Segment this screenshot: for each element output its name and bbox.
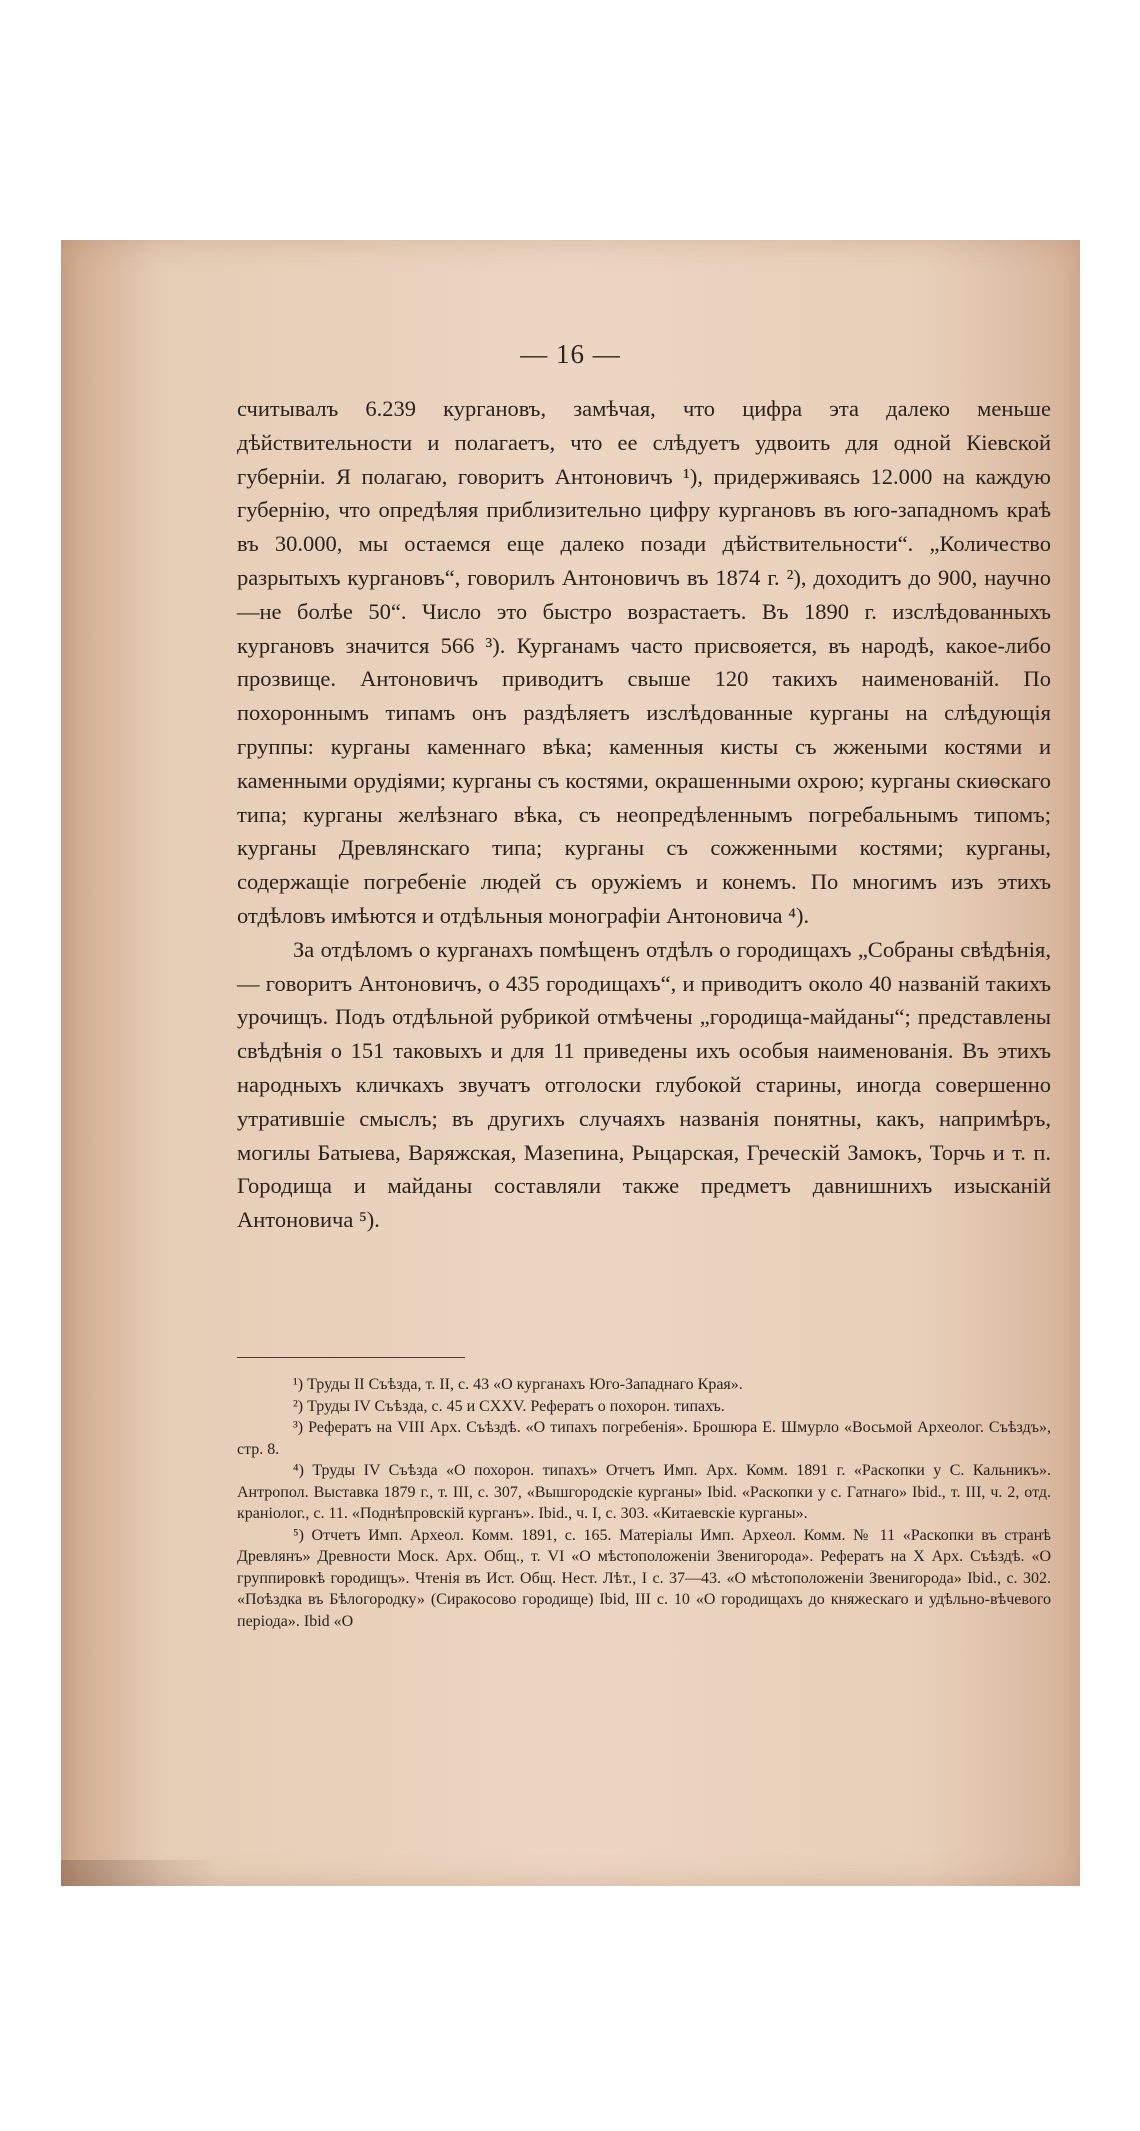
- paragraph-1: считывалъ 6.239 кургановъ, замѣчая, что цифра эта далеко меньше дѣйствительности и полагаетъ, что ее слѣдуетъ удвоить для одной Кіевской губерніи. Я полагаю, говоритъ Антоновичъ ¹), придерживаясь 12.000 на каждую губернію, что опредѣляя приблизительно цифру кургановъ въ юго-западномъ краѣ въ 30.000, мы остаемся еще далеко позади дѣйствительности“. „Количество разрытыхъ кургановъ“, говорилъ Антоновичъ въ 1874 г. ²), доходитъ до 900, научно—не болѣе 50“. Число это быстро возрастаетъ. Въ 1890 г. изслѣдованныхъ кургановъ значится 566 ³). Курганамъ часто присвояется, въ народѣ, какое-либо прозвище. Антоновичъ приводитъ свыше 120 такихъ наименованій. По похороннымъ типамъ онъ раздѣляетъ изслѣдованные курганы на слѣдующія группы: курганы каменнаго вѣка; каменныя кисты съ жжеными костями и каменными орудіями; курганы съ костями, окрашенными охрою; курганы скиѳскаго типа; курганы желѣзнаго вѣка, съ неопредѣленнымъ погребальнымъ типомъ; курганы Древлянскаго типа; курганы съ сожженными костями; курганы, содержащіе погребеніе людей съ оружіемъ и конемъ. По многимъ изъ этихъ отдѣловъ имѣются и отдѣльныя монографіи Антоновича ⁴).: [237, 396, 1051, 928]
- footnote-1: ¹) Труды II Съѣзда, т. II, с. 43 «О курганахъ Юго-Западнаго Края».: [293, 1376, 743, 1393]
- footnote-4: ⁴) Труды IV Съѣзда «О похорон. типахъ» Отчетъ Имп. Арх. Комм. 1891 г. «Раскопки у С. Кальникъ». Антропол. Выставка 1879 г., т. III, с. 307, «Вышгородскіе курганы» Ibid. «Раскопки у с. Гатнаго» Ibid., т. III, ч. 2, отд. краніолог., с. 11. «Поднѣпровскій курганъ». Ibid., ч. I, с. 303. «Китаевскіе курганы».: [237, 1462, 1051, 1522]
- footnotes: [237, 1374, 1051, 1632]
- page-edge-stain: [61, 1860, 221, 1886]
- book-page: [61, 240, 1080, 1886]
- footnote-divider: [237, 1357, 465, 1358]
- page-number: — 16 —: [520, 339, 621, 369]
- main-text: [237, 392, 1051, 1237]
- footnote-2: ²) Труды IV Съѣзда, с. 45 и CXXV. Рефератъ о похорон. типахъ.: [293, 1397, 725, 1415]
- paragraph-2: За отдѣломъ о курганахъ помѣщенъ отдѣлъ о городищахъ „Собраны свѣдѣнія, — говоритъ Антоновичъ, о 435 городищахъ“, и приводитъ около 40 названій такихъ урочищъ. Подъ отдѣльной рубрикой отмѣчены „городища-майданы“; представлены свѣдѣнія о 151 таковыхъ и для 11 приведены ихъ особыя наименованія. Въ этихъ народныхъ кличкахъ звучатъ отголоски глубокой старины, иногда совершенно утратившіе смыслъ; въ другихъ случаяхъ названія понятны, какъ, напримѣръ, могилы Батыева, Варяжская, Мазепина, Рыцарская, Греческій Замокъ, Торчь и т. п. Городища и майданы составляли также предметъ давнишнихъ изысканій Антоновича ⁵).: [237, 936, 1051, 1233]
- footnote-5: ⁵) Отчетъ Имп. Археол. Комм. 1891, с. 165. Матеріалы Имп. Археол. Комм. № 11 «Раскопки въ странѣ Древлянъ» Древности Моск. Арх. Общ., т. VI «О мѣстоположеніи Звенигорода». Рефератъ на X Арх. Съѣздѣ. «О группировкѣ городищъ». Чтенія въ Ист. Общ. Нест. Лѣт., I с. 37—43. «О мѣстоположеніи Звенигорода» Ibid., с. 302. «Поѣздка въ Бѣлогородку» (Сиракосово городище) Ibid, III с. 10 «О городищахъ до княжескаго и удѣльно-вѣчевого періода». Ibid «О: [237, 1526, 1051, 1630]
- footnote-3: ³) Рефератъ на VIII Арх. Съѣздѣ. «О типахъ погребенія». Брошюра Е. Шмурло «Восьмой Археолог. Съѣздъ», стр. 8.: [237, 1419, 1051, 1458]
